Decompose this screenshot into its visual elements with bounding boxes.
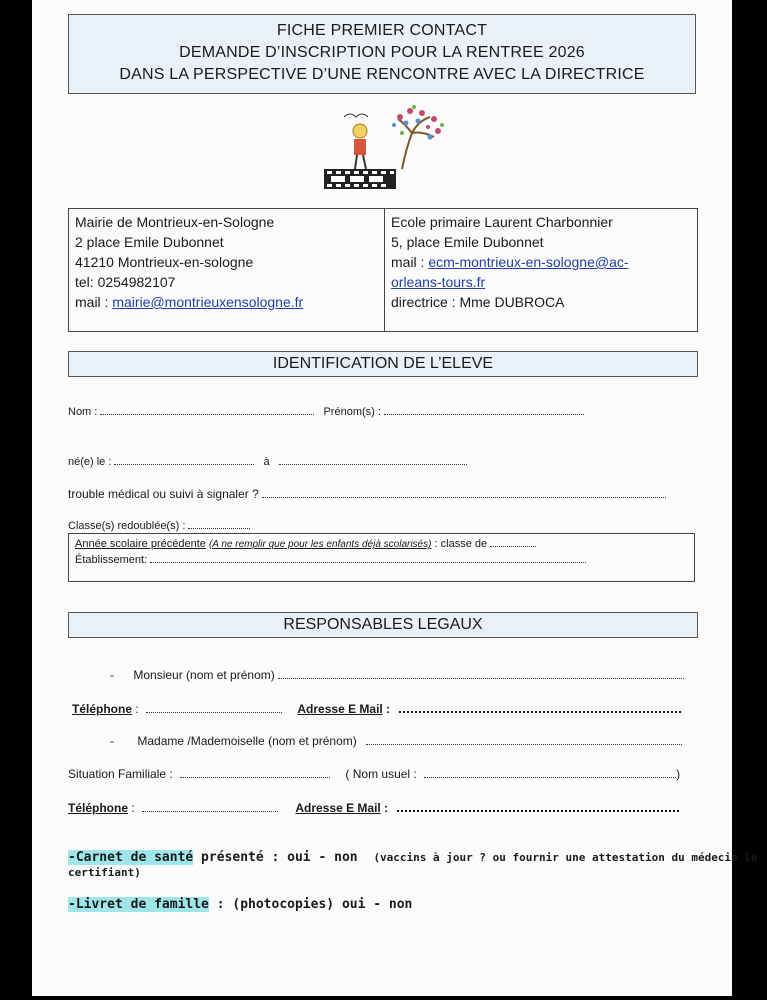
monsieur-label: Monsieur (nom et prénom): [133, 668, 275, 682]
monsieur-dash: -: [110, 668, 114, 682]
email-label-2: Adresse E Mail: [295, 801, 381, 815]
nom-usuel-close: ): [676, 767, 681, 781]
ecole-directrice: directrice : Mme DUBROCA: [391, 294, 565, 310]
nom-usuel-field[interactable]: [424, 767, 676, 778]
mairie-mail-link[interactable]: mairie@montrieuxensologne.fr: [112, 294, 304, 310]
madame-dash: -: [110, 734, 114, 748]
telephone-colon-2: :: [128, 801, 135, 815]
email-colon-1: :: [382, 702, 391, 716]
mairie-name: Mairie de Montrieux-en-Sologne: [75, 214, 275, 230]
telephone-label-1: Téléphone: [72, 702, 133, 716]
madame-label: Madame /Mademoiselle (nom et prénom): [137, 734, 357, 748]
previous-year-box: [68, 533, 695, 582]
lieu-naissance-field[interactable]: [279, 454, 467, 465]
nom-row: [68, 404, 584, 418]
madame-field[interactable]: [366, 734, 682, 745]
etablissement-row: [75, 552, 688, 567]
mairie-city: 41210 Montrieux-en-sologne: [75, 254, 254, 270]
ne-le-label: né(e) le :: [68, 456, 112, 468]
classe-de-field[interactable]: [490, 536, 536, 547]
section-title-eleve: IDENTIFICATION DE L’ELEVE: [68, 351, 698, 377]
ecole-mail-link-part2[interactable]: orleans-tours.fr: [391, 274, 486, 290]
carnet-row: [68, 850, 758, 865]
title-line-3: DANS LA PERSPECTIVE D’UNE RENCONTRE AVEC LA DIRECTRICE: [119, 66, 645, 83]
title-line-2: DEMANDE D’INSCRIPTION POUR LA RENTREE 2026: [179, 44, 585, 61]
livret-answer: : (photocopies) oui - non: [208, 897, 413, 912]
section-title-responsables: RESPONSABLES LEGAUX: [68, 612, 698, 638]
email-label-1: Adresse E Mail: [297, 702, 383, 716]
email-field-2[interactable]: [397, 800, 679, 812]
mairie-address: 2 place Emile Dubonnet: [75, 234, 224, 250]
mairie-mail-label: mail :: [75, 294, 113, 310]
ecole-address: 5, place Emile Dubonnet: [391, 234, 544, 250]
situation-label: Situation Familiale :: [68, 767, 173, 781]
form-page: [32, 0, 758, 996]
contact-info-table: [68, 208, 698, 332]
monsieur-field[interactable]: [278, 668, 684, 679]
ecole-name: Ecole primaire Laurent Charbonnier: [391, 214, 613, 230]
classes-field[interactable]: [188, 518, 250, 529]
nom-label: Nom :: [68, 406, 98, 418]
nom-field[interactable]: [100, 404, 314, 415]
trouble-label: trouble médical ou suivi à signaler ?: [68, 487, 259, 501]
ecole-mail-link-part1[interactable]: ecm-montrieux-en-sologne@ac-: [428, 254, 629, 270]
trouble-field[interactable]: [262, 487, 666, 498]
telephone-row-2: [68, 800, 679, 815]
mairie-mail-row: [75, 292, 378, 312]
telephone-field-2[interactable]: [142, 801, 278, 812]
trouble-row: [68, 487, 666, 501]
mairie-contact: [69, 209, 385, 331]
annee-label: Année scolaire précédente: [75, 538, 206, 550]
prenoms-field[interactable]: [384, 404, 584, 415]
carnet-label: -Carnet de santé: [68, 850, 194, 865]
vaccins-note: (vaccins à jour ? ou fournir une attestation du médecin le: [373, 851, 758, 864]
madame-row: [110, 734, 682, 748]
prenoms-label: Prénom(s) :: [323, 406, 381, 418]
classes-label: Classe(s) redoublée(s) :: [68, 520, 186, 532]
naissance-row: [68, 454, 467, 468]
annee-row: [75, 536, 688, 552]
situation-row: [68, 767, 680, 781]
telephone-colon-1: :: [132, 702, 139, 716]
ecole-contact: [385, 209, 699, 331]
ecole-mail-row: [391, 252, 693, 272]
email-colon-2: :: [380, 801, 389, 815]
etablissement-label: Établissement:: [75, 554, 148, 566]
date-naissance-field[interactable]: [114, 454, 254, 465]
livret-row: [68, 897, 412, 912]
nom-usuel-label: ( Nom usuel :: [345, 767, 417, 781]
certifiant-note: certifiant): [68, 866, 141, 879]
school-logo-drawing: [318, 103, 448, 195]
telephone-row-1: [72, 701, 681, 716]
classes-row: [68, 518, 250, 532]
classe-de-label: : classe de: [434, 538, 488, 550]
email-field-1[interactable]: [399, 701, 681, 713]
telephone-field-1[interactable]: [146, 702, 282, 713]
mairie-tel: tel: 0254982107: [75, 274, 176, 290]
title-line-1: FICHE PREMIER CONTACT: [276, 22, 488, 39]
monsieur-row: [110, 668, 684, 682]
carnet-answer: présenté : oui - non: [193, 850, 358, 865]
ecole-mail-label: mail :: [391, 254, 429, 270]
form-title-box: [68, 14, 696, 94]
etablissement-field[interactable]: [150, 552, 586, 563]
a-label: à: [263, 456, 270, 468]
annee-note: (A ne remplir que pour les enfants déjà scolarisés): [208, 539, 432, 550]
livret-label: -Livret de famille: [68, 897, 209, 912]
situation-field[interactable]: [180, 767, 330, 778]
telephone-label-2: Téléphone: [68, 801, 129, 815]
